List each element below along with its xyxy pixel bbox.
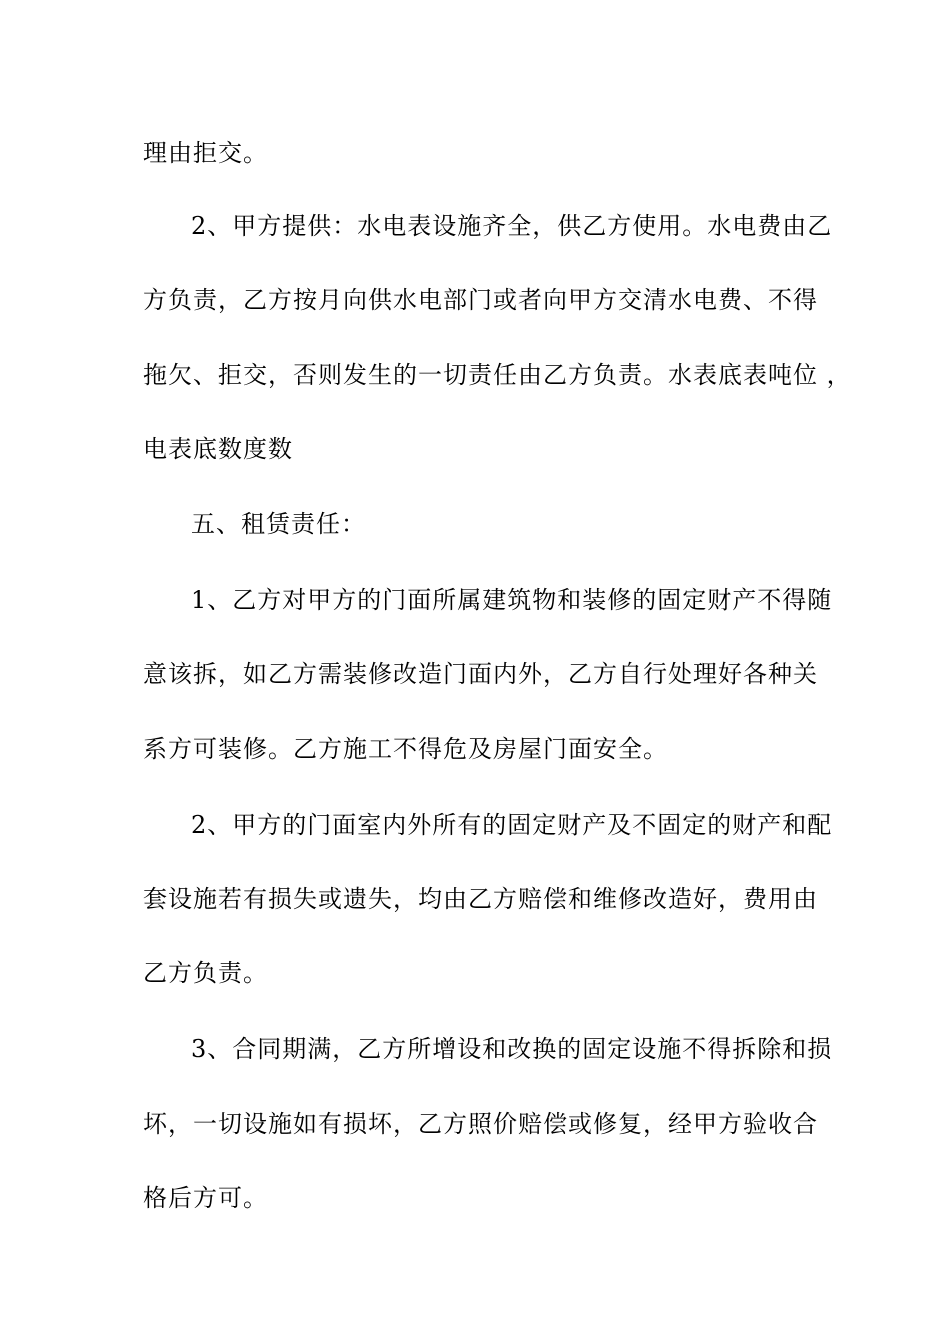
text-line: 格后方可。	[143, 1184, 268, 1212]
text-line: 2、甲方的门面室内外所有的固定财产及不固定的财产和配	[191, 811, 833, 839]
text-line: 2、甲方提供：水电表设施齐全，供乙方使用。水电费由乙	[191, 212, 833, 240]
text-line: 套设施若有损失或遗失，均由乙方赔偿和维修改造好，费用由	[143, 885, 818, 913]
text-line: 方负责，乙方按月向供水电部门或者向甲方交清水电费、不得	[143, 286, 818, 314]
text-line: 理由拒交。	[143, 139, 268, 167]
section-heading: 五、租赁责任：	[191, 510, 366, 538]
text-line: 3、合同期满，乙方所增设和改换的固定设施不得拆除和损	[191, 1035, 833, 1063]
text-line: 意该拆，如乙方需装修改造门面内外，乙方自行处理好各种关	[143, 660, 818, 688]
text-line: 坏，一切设施如有损坏，乙方照价赔偿或修复，经甲方验收合	[143, 1110, 818, 1138]
text-line: 拖欠、拒交，否则发生的一切责任由乙方负责。水表底表吨位 ，	[143, 361, 852, 389]
text-line: 系方可装修。乙方施工不得危及房屋门面安全。	[143, 735, 668, 763]
text-line: 电表底数度数	[143, 435, 293, 463]
text-line: 1、乙方对甲方的门面所属建筑物和装修的固定财产不得随	[191, 586, 833, 614]
text-line: 乙方负责。	[143, 959, 268, 987]
